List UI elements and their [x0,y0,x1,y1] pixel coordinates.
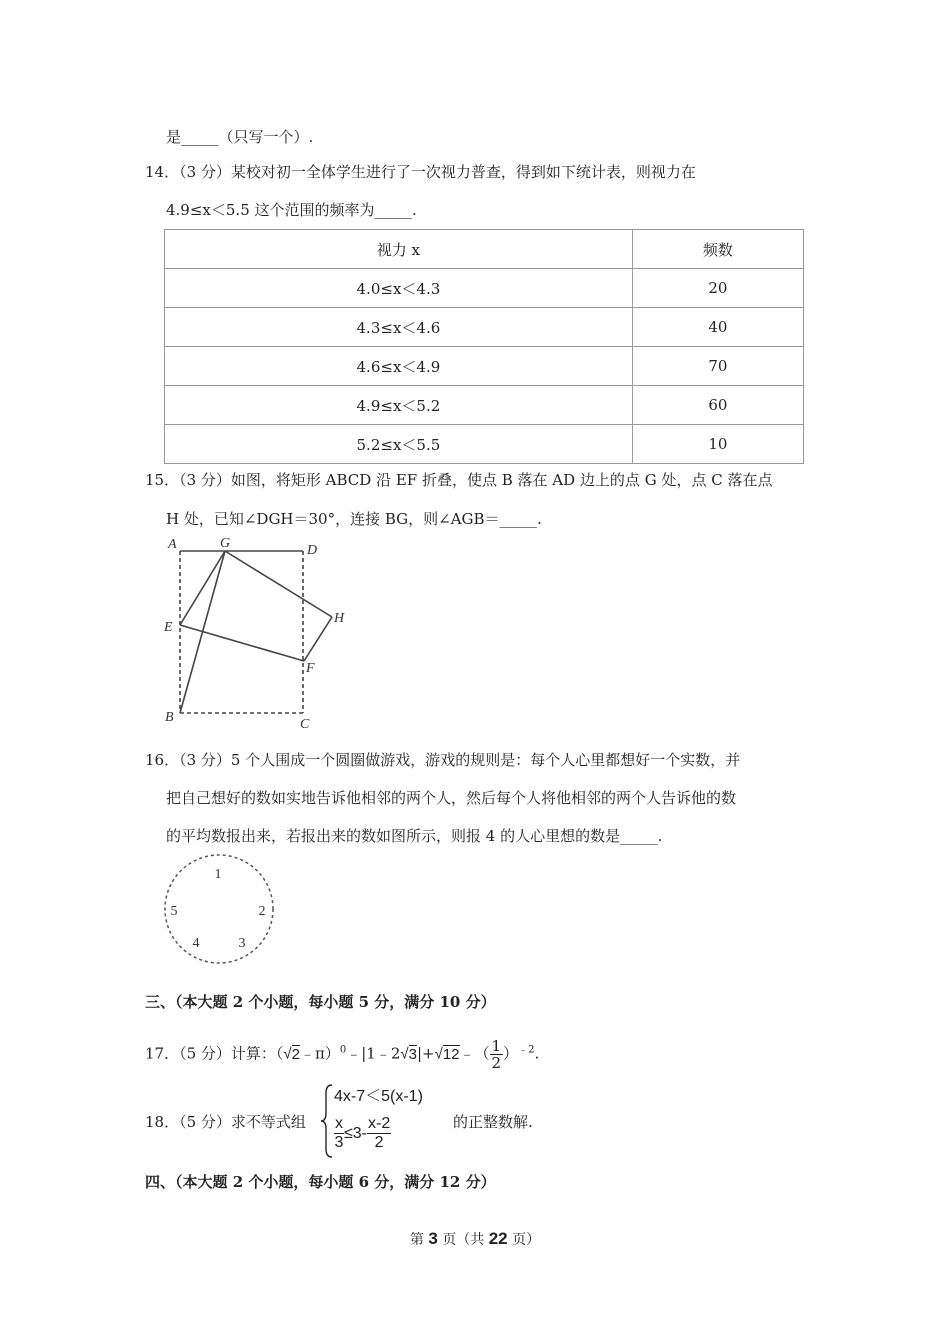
segment-ge [180,551,225,625]
q16-line3: 的平均数报出来，若报出来的数如图所示，则报 4 的人心里想的数是_____. [166,827,663,845]
fraction-numerator: 1 [491,1037,502,1055]
q17-minus-paren: ﹣（ [459,1044,490,1063]
footer-post: 页） [507,1232,541,1248]
q17-expression [145,1038,539,1071]
footer-mid: 页（共 [437,1232,489,1248]
fraction-denominator: 2 [374,1134,384,1151]
q17-minus-pi: ﹣π） [299,1044,340,1063]
label-d: D [307,543,318,558]
footer-pre: 第 [409,1232,429,1248]
label-c: C [300,717,310,732]
table-cell: 20 [632,269,803,308]
sqrt-symbol: √ [434,1045,443,1063]
table-cell: 40 [632,308,803,347]
table-cell: 4.6≤x＜4.9 [165,347,633,386]
segment-ef [180,625,304,661]
q17-end: . [534,1044,540,1063]
q16-line1: 16．（3 分）5 个人围成一个圆圈做游戏，游戏的规则是：每个人心里都想好一个实数，并 [145,751,741,769]
total-pages: 22 [488,1229,508,1248]
table-header: 频数 [632,230,803,269]
fraction-numerator: x-2 [368,1115,391,1132]
fraction-x-minus-2-over-2 [367,1115,391,1152]
q17-close: ） [503,1044,519,1063]
inequality-2-mid: ≤3- [344,1124,368,1142]
q14-line1: 14．（3 分）某校对初一全体学生进行了一次视力普查，得到如下统计表，则视力在 [145,163,696,181]
label-g: G [220,536,231,551]
sqrt-symbol: √ [283,1045,292,1063]
circle-number: 4 [192,936,200,951]
label-f: F [306,661,315,676]
q18-suffix: 的正整数解. [453,1113,533,1131]
q14-line2: 4.9≤x＜5.5 这个范围的频率为_____. [166,201,417,219]
fraction-x-over-3 [334,1115,344,1152]
circle-number: 2 [258,904,266,919]
segment-fh [304,617,332,661]
sqrt12-value: 12 [442,1045,460,1063]
table-cell: 4.9≤x＜5.2 [165,386,633,425]
circle-game-figure [160,855,280,965]
sqrt-symbol: √ [400,1045,409,1063]
sqrt3-value: 3 [408,1045,417,1063]
table-row [165,425,804,464]
fraction-half [490,1038,504,1071]
table-cell: 5.2≤x＜5.5 [165,425,633,464]
exp-zero: 0 [339,1044,347,1056]
q15-line1: 15．（3 分）如图，将矩形 ABCD 沿 EF 折叠，使点 B 落在 AD 边上的点 G 处，点 C 落在点 [145,471,773,489]
left-brace [320,1083,334,1159]
exp-neg-two: ﹣2 [518,1044,535,1056]
q15-line2: H 处，已知∠DGH＝30°，连接 BG，则∠AGB＝_____. [166,510,542,528]
table-row [165,308,804,347]
table-cell: 4.3≤x＜4.6 [165,308,633,347]
label-b: B [165,710,174,725]
table-header-row [165,230,804,269]
label-a: A [168,537,177,552]
table-cell: 10 [632,425,803,464]
table-row [165,386,804,425]
q17-prefix: 17．（5 分）计算：（ [145,1044,284,1063]
table-header: 视力 x [165,230,633,269]
table-cell: 70 [632,347,803,386]
section-4-heading: 四、（本大题 2 个小题，每小题 6 分，满分 12 分） [145,1173,496,1191]
page-number: 3 [428,1229,438,1248]
fraction-denominator: 2 [491,1054,502,1072]
table-cell: 4.0≤x＜4.3 [165,269,633,308]
segment-gh [225,551,332,617]
circle-number: 1 [214,867,222,882]
q17-abs: ﹣|1﹣2 [346,1044,401,1063]
table-row [165,347,804,386]
table-cell: 60 [632,386,803,425]
table-row [165,269,804,308]
fraction-denominator: 3 [334,1134,344,1151]
q13-tail: 是_____（只写一个）. [166,128,314,146]
fraction-numerator: x [335,1115,343,1132]
circle-number: 3 [238,936,246,951]
q18-prefix: 18．（5 分）求不等式组 [145,1113,306,1131]
q17-plus: |+ [416,1044,435,1063]
inequality-system [320,1083,455,1159]
q16-line2: 把自己想好的数如实地告诉他相邻的两个人，然后每个人将他相邻的两个人告诉他的数 [166,789,737,807]
sqrt2-value: 2 [291,1045,300,1063]
inequality-1: 4x-7＜5(x-1) [334,1088,423,1105]
section-3-heading: 三、（本大题 2 个小题，每小题 5 分，满分 10 分） [145,993,496,1011]
inequality-2 [334,1115,391,1152]
page-footer [0,1229,950,1249]
rectangle-fold-figure [160,535,360,735]
label-h: H [334,611,345,626]
label-e: E [164,620,173,635]
vision-table [164,229,804,464]
circle-number: 5 [170,904,178,919]
